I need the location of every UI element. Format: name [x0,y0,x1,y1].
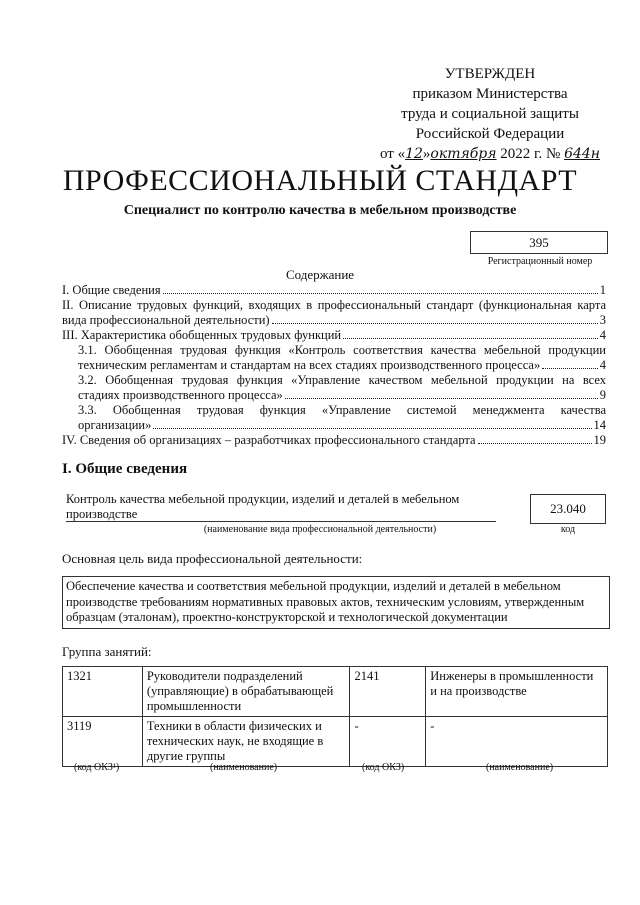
toc-item-2[interactable]: II. Описание трудовых функций, входящих в профессиональный стандарт (функциональная карта вида профессиональной деятельности) 3 [62,298,606,327]
toc-item-3-3[interactable]: 3.3. Обобщенная трудовая функция «Управление системой менеджмента качества организации» 14 [78,403,606,432]
approval-block [360,64,620,164]
activity-underline [66,521,496,522]
table-row [63,667,608,717]
caption-okz-code-2: (код ОКЗ) [362,762,405,773]
caption-name: (наименование) [210,762,278,773]
toc-item-3-1[interactable]: 3.1. Обобщенная трудовая функция «Контроль соответствия качества мебельной продукции техническим регламентам и стандартам на всех стадиях производственного процесса» 4 [78,343,606,372]
occupation-name-cell: Инженеры в промышленности и на производстве [426,667,608,717]
okz-code-cell: 2141 [350,667,426,717]
approval-day: 12 [405,146,423,162]
table-row [63,717,608,767]
approval-date-line: от «12»октября 2022 г. № 644н [379,146,601,162]
toc-item-3[interactable]: III. Характеристика обобщенных трудовых функций 4 [62,328,606,342]
activity-caption: (наименование вида профессиональной деятельности) [203,524,437,535]
toc-item-4[interactable]: IV. Сведения об организациях – разработчиках профессионального стандарта 19 [62,433,606,447]
approval-title: УТВЕРЖДЕН [444,66,536,82]
page-subtitle: Специалист по контролю качества в мебельном производстве [123,203,517,218]
occupation-group-table [62,666,608,767]
goal-label: Основная цель вида профессиональной деятельности: [62,551,363,566]
occupation-name-cell: - [426,717,608,767]
activity-name: Контроль качества мебельной продукции, изделий и деталей в мебельном производстве [66,492,460,521]
page-title: ПРОФЕССИОНАЛЬНЫЙ СТАНДАРТ [62,164,578,197]
approval-line-4: Российской Федерации [415,126,565,142]
toc-heading: Содержание [285,267,355,282]
registration-label: Регистрационный номер [487,256,593,267]
approval-line-2: приказом Министерства [412,86,568,102]
occupation-name-cell: Техники в области физических и технических наук, не входящие в другие группы [142,717,350,767]
occupation-name-cell: Руководители подразделений (управляющие) в обрабатывающей промышленности [142,667,350,717]
approval-number: 644н [564,146,601,162]
registration-number: 395 [470,231,608,254]
group-label: Группа занятий: [62,644,152,659]
section-heading: I. Общие сведения [62,461,188,477]
goal-text: Обеспечение качества и соответствия мебельной продукции, изделий и деталей в мебельном производстве требованиям нормативных правовых актов, техническим условиям, утвержденным образцам (эталонам), проектно-конструкторской и технологической документации [62,576,610,629]
approval-month: октября [430,146,497,162]
okz-code-cell: 3119 [63,717,143,767]
caption-okz-code: (код ОКЗ¹) [74,762,120,773]
activity-code: 23.040 [530,494,606,524]
code-caption: код [560,524,576,535]
okz-code-cell: 1321 [63,667,143,717]
caption-name-2: (наименование) [486,762,554,773]
approval-line-3: труда и социальной защиты [401,106,579,122]
okz-code-cell: - [350,717,426,767]
toc-item-3-2[interactable]: 3.2. Обобщенная трудовая функция «Управление качеством мебельной продукции на всех стадиях производственного процесса» 9 [78,373,606,402]
toc-item-1[interactable]: I. Общие сведения 1 [62,283,606,297]
